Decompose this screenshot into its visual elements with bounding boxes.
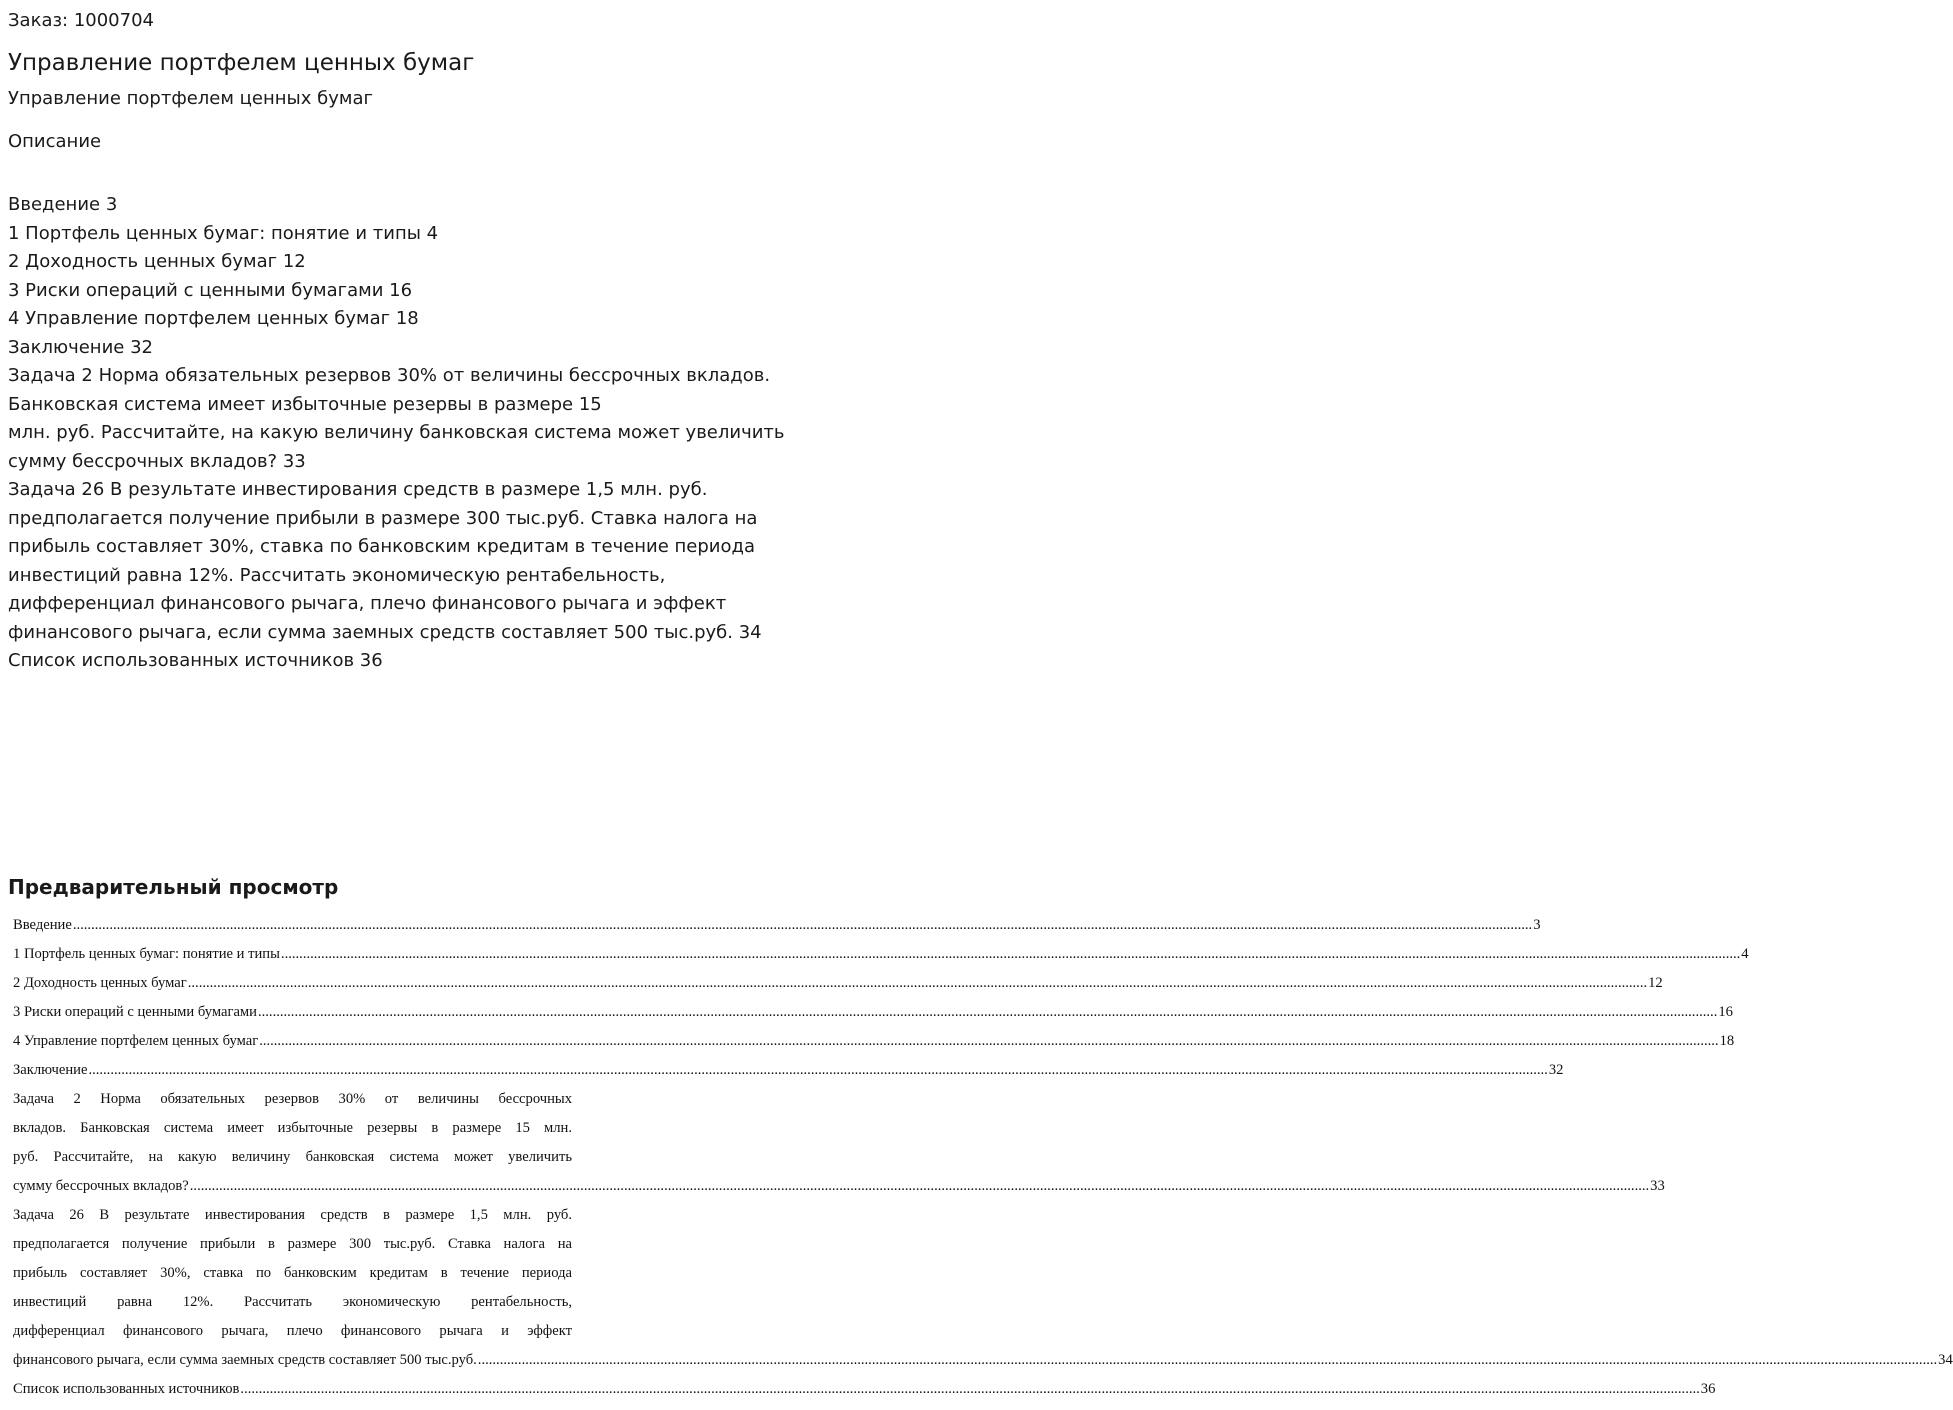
toc-leader: ................................................................................................................................................................................................................................................................................................................................................................................................................ [240,1381,1700,1397]
toc-page: 32 [1548,1062,1564,1078]
description-line: Банковская система имеет избыточные резервы в размере 15 [8,393,602,415]
toc-page: 18 [1719,1033,1735,1049]
toc-task-line: руб. Рассчитайте, на какую величину банковская система может увеличить [13,1149,572,1165]
description-line: млн. руб. Рассчитайте, на какую величину банковская система может увеличить [8,422,785,443]
toc-leader: ................................................................................................................................................................................................................................................................................................................................................................................................................ [257,1004,1718,1020]
toc-row [13,969,1663,998]
toc-leader: ................................................................................................................................................................................................................................................................................................................................................................................................................ [259,1033,1719,1049]
toc-leader: ................................................................................................................................................................................................................................................................................................................................................................................................................ [72,917,1533,933]
toc-label: 4 Управление портфелем ценных бумаг [13,1033,259,1049]
preview-heading: Предварительный просмотр [8,875,339,899]
page-title: Управление портфелем ценных бумаг [8,50,475,76]
toc-task-line: инвестиций равна 12%. Рассчитать экономическую рентабельность, [13,1294,572,1310]
toc-row [13,940,1749,969]
toc-row [13,1375,1716,1404]
order-number: Заказ: 1000704 [8,10,154,31]
description-line: Задача 26 В результате инвестирования средств в размере 1,5 млн. руб. [8,479,708,500]
toc-label: 1 Портфель ценных бумаг: понятие и типы [13,946,280,962]
toc-leader: ................................................................................................................................................................................................................................................................................................................................................................................................................ [88,1062,1548,1078]
description-line: Заключение 32 [8,336,153,358]
toc-page: 12 [1648,975,1663,991]
toc-task-line: предполагается получение прибыли в размере 300 тыс.руб. Ставка налога на [13,1236,572,1252]
toc-task-line: прибыль составляет 30%, ставка по банковским кредитам в течение периода [13,1265,572,1281]
toc-label: 3 Риски операций с ценными бумагами [13,1004,257,1020]
toc-label: Введение [13,917,72,933]
toc-page: 4 [1741,946,1749,962]
toc-label: сумму бессрочных вкладов? [13,1178,189,1194]
toc-row [13,1056,1564,1085]
toc-page: 16 [1718,1004,1733,1020]
description-line: 2 Доходность ценных бумаг 12 [8,251,306,272]
toc-leader: ................................................................................................................................................................................................................................................................................................................................................................................................................ [189,1178,1650,1194]
toc-row [13,998,1733,1027]
description-line: финансового рычага, если сумма заемных средств составляет 500 тыс.руб. 34 [8,621,762,643]
toc-row [13,911,1541,940]
toc-row [13,1027,1735,1056]
toc-label: финансового рычага, если сумма заемных средств составляет 500 тыс.руб. [13,1352,477,1368]
description-line: Список использованных источников 36 [8,650,383,671]
toc-row [13,1346,1953,1375]
toc-row [13,1172,1665,1201]
description-line: сумму бессрочных вкладов? 33 [8,450,306,472]
page-subtitle: Управление портфелем ценных бумаг [8,88,373,109]
document-preview [13,911,1953,1404]
description-line: дифференциал финансового рычага, плечо финансового рычага и эффект [8,593,727,614]
toc-label: 2 Доходность ценных бумаг [13,975,187,991]
description-line: 1 Портфель ценных бумаг: понятие и типы 4 [8,222,439,244]
description-line: 4 Управление портфелем ценных бумаг 18 [8,308,419,329]
description-line: прибыль составляет 30%, ставка по банковским кредитам в течение периода [8,536,755,557]
toc-page: 34 [1938,1352,1953,1368]
description-heading: Описание [8,131,102,152]
toc-task-line: дифференциал финансового рычага, плечо финансового рычага и эффект [13,1323,572,1339]
toc-page: 36 [1700,1381,1716,1397]
toc-page: 3 [1533,917,1541,933]
toc-leader: ................................................................................................................................................................................................................................................................................................................................................................................................................ [187,975,1648,991]
toc-task-line: Задача 26 В результате инвестирования средств в размере 1,5 млн. руб. [13,1207,572,1223]
toc-label: Заключение [13,1062,88,1078]
description-body [8,191,839,676]
description-line: 3 Риски операций с ценными бумагами 16 [8,279,413,301]
description-line: Задача 2 Норма обязательных резервов 30% от величины бессрочных вкладов. [8,365,771,386]
toc-label: Список использованных источников [13,1381,240,1397]
description-line: Введение 3 [8,194,118,215]
toc-task-line: вкладов. Банковская система имеет избыточные резервы в размере 15 млн. [13,1120,572,1136]
toc-leader: ................................................................................................................................................................................................................................................................................................................................................................................................................ [280,946,1741,962]
description-line: предполагается получение прибыли в размере 300 тыс.руб. Ставка налога на [8,507,758,529]
toc-leader: ................................................................................................................................................................................................................................................................................................................................................................................................................ [477,1352,1938,1368]
toc-task-line: Задача 2 Норма обязательных резервов 30% от величины бессрочных [13,1091,572,1107]
toc-page: 33 [1650,1178,1665,1194]
description-line: инвестиций равна 12%. Рассчитать экономическую рентабельность, [8,564,666,586]
